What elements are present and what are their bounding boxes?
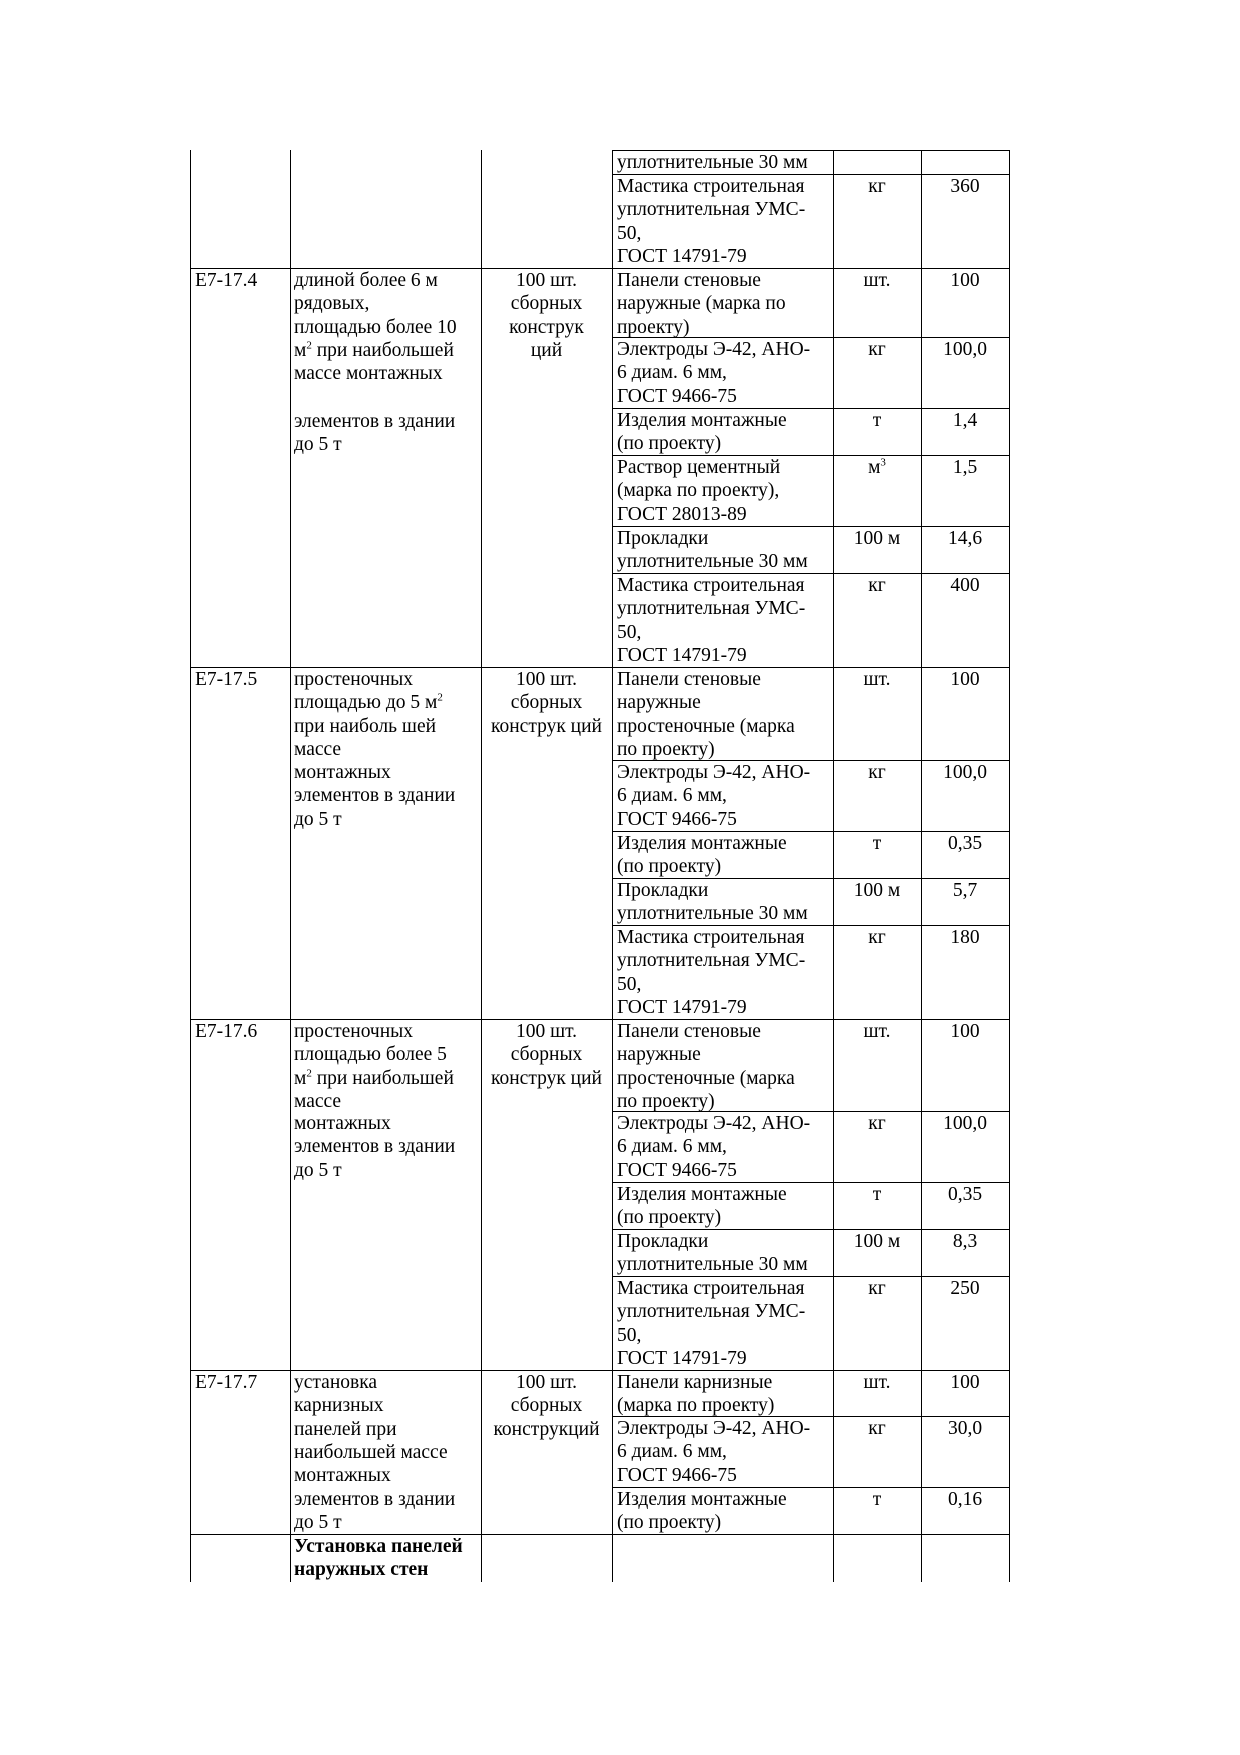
material-name: Мастика строительная уплотнительная УМС- 50, ГОСТ 14791-79: [617, 927, 806, 1018]
material-unit: кг: [868, 762, 886, 783]
material-value: 1,5: [952, 457, 978, 478]
material-unit: кг: [868, 1418, 886, 1439]
row-code: Е7-17.7: [195, 1372, 258, 1393]
material-value: 100,0: [943, 1113, 987, 1134]
material-name: Панели стеновые наружные (марка по проекту): [617, 270, 786, 338]
table-divider-unit: [921, 150, 922, 1582]
row-code: Е7-17.6: [195, 1021, 258, 1042]
material-unit: шт.: [863, 1021, 891, 1042]
material-value: 0,35: [947, 833, 983, 854]
material-name: Изделия монтажные (по проекту): [617, 410, 787, 455]
material-value: 100,0: [943, 339, 987, 360]
row-measure-unit: 100 шт. сборных конструк ций: [491, 669, 602, 737]
material-unit: кг: [868, 1113, 886, 1134]
material-value: 8,3: [952, 1231, 978, 1252]
material-unit: кг: [868, 339, 886, 360]
material-value: 100,0: [943, 762, 987, 783]
row-description: простеночных площадью более 5 $м^2$ при наибольшей массе: [294, 1021, 454, 1112]
material-name: Электроды Э-42, АНО- 6 диам. 6 мм, ГОСТ 9466-75: [617, 1418, 811, 1486]
material-value: 100: [950, 669, 980, 690]
material-unit: т: [872, 1184, 882, 1205]
material-value: 0,16: [947, 1489, 983, 1510]
table-divider-code: [290, 150, 291, 1582]
material-value: 400: [950, 575, 980, 596]
material-value: 0,35: [947, 1184, 983, 1205]
material-value: 100: [950, 270, 980, 291]
material-name: Панели стеновые наружные простеночные (марка по проекту): [617, 1021, 795, 1112]
material-unit: 100 м: [853, 528, 901, 549]
table-border-right: [1009, 150, 1010, 1582]
material-name: Электроды Э-42, АНО- 6 диам. 6 мм, ГОСТ 9466-75: [617, 1113, 811, 1181]
material-unit: т: [872, 833, 882, 854]
material-name: Мастика строительная уплотнительная УМС- 50, ГОСТ 14791-79: [617, 176, 806, 267]
material-name: Изделия монтажные (по проекту): [617, 833, 787, 878]
material-value: 100: [950, 1021, 980, 1042]
material-value: 360: [950, 176, 980, 197]
material-unit: 100 м: [853, 1231, 901, 1252]
material-name: Электроды Э-42, АНО- 6 диам. 6 мм, ГОСТ 9466-75: [617, 762, 811, 830]
row-description: простеночных площадью до 5 $м^2$ при наиболь шей массе: [294, 669, 443, 760]
material-unit: шт.: [863, 669, 891, 690]
row-description: длиной более 6 м рядовых, площадью более 10 $м^2$ при наибольшей массе монтажных: [294, 270, 457, 385]
material-name: Прокладки уплотнительные 30 мм: [617, 880, 808, 925]
row-description-continued: монтажных элементов в здании до 5 т: [294, 1113, 456, 1181]
material-unit: шт.: [863, 270, 891, 291]
table-divider-material: [833, 150, 834, 1582]
material-name: Панели карнизные (марка по проекту): [617, 1372, 775, 1417]
material-value: 14,6: [947, 528, 983, 549]
table-divider-description: [481, 150, 482, 1582]
material-name: Мастика строительная уплотнительная УМС- 50, ГОСТ 14791-79: [617, 575, 806, 666]
material-unit: кг: [868, 575, 886, 596]
row-description-continued: элементов в здании до 5 т: [294, 411, 456, 456]
material-value: 1,4: [952, 410, 978, 431]
material-value: 30,0: [947, 1418, 983, 1439]
table-border-left: [190, 150, 191, 1582]
material-name: Изделия монтажные (по проекту): [617, 1184, 787, 1229]
material-unit: т: [872, 1489, 882, 1510]
row-description-continued: элементов в здании до 5 т: [294, 1489, 456, 1534]
material-value: 100: [950, 1372, 980, 1393]
row-description: установка карнизных панелей при наибольшей массе монтажных: [294, 1372, 448, 1487]
material-unit: т: [872, 410, 882, 431]
row-description-continued: монтажных элементов в здании до 5 т: [294, 762, 456, 830]
material-value: 180: [950, 927, 980, 948]
table-divider-measure: [612, 150, 613, 1582]
material-name: Прокладки уплотнительные 30 мм: [617, 528, 808, 573]
material-name: Раствор цементный (марка по проекту), ГОСТ 28013-89: [617, 457, 781, 525]
row-measure-unit: 100 шт. сборных конструк ций: [509, 270, 584, 361]
material-name: Прокладки уплотнительные 30 мм: [617, 1231, 808, 1276]
material-unit: $м^3$: [868, 456, 886, 478]
material-value: 250: [950, 1278, 980, 1299]
material-unit: кг: [868, 176, 886, 197]
section-heading: Установка панелей наружных стен: [294, 1536, 463, 1581]
row-code: Е7-17.4: [195, 270, 258, 291]
row-code: Е7-17.5: [195, 669, 258, 690]
material-name: Панели стеновые наружные простеночные (марка по проекту): [617, 669, 795, 760]
material-unit: шт.: [863, 1372, 891, 1393]
row-measure-unit: 100 шт. сборных конструк ций: [491, 1021, 602, 1089]
material-unit: кг: [868, 1278, 886, 1299]
row-measure-unit: 100 шт. сборных конструкций: [493, 1372, 600, 1440]
material-name: уплотнительные 30 мм: [617, 152, 808, 173]
material-unit: 100 м: [853, 880, 901, 901]
material-name: Изделия монтажные (по проекту): [617, 1489, 787, 1534]
material-value: 5,7: [952, 880, 978, 901]
material-name: Мастика строительная уплотнительная УМС- 50, ГОСТ 14791-79: [617, 1278, 806, 1369]
material-unit: кг: [868, 927, 886, 948]
material-name: Электроды Э-42, АНО- 6 диам. 6 мм, ГОСТ 9466-75: [617, 339, 811, 407]
